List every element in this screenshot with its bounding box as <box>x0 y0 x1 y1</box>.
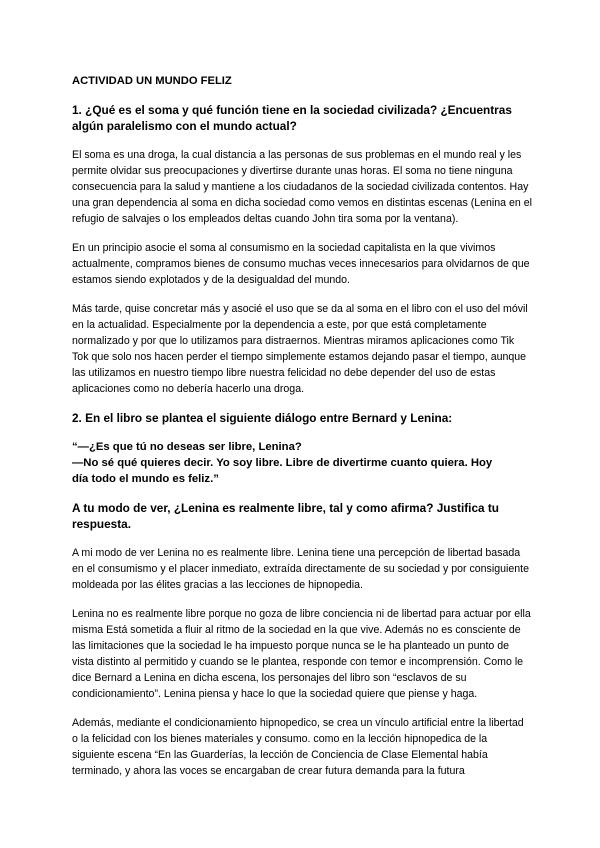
question-1-paragraph-3: Más tarde, quise concretar más y asocié el uso que se da al soma en el libro con el uso del móvil en la actualidad. Especialmente por la dependencia a este, por que está completamente normalizado y por que lo utilizamos para distraernos. Mientras miramos aplicaciones como Tik Tok que solo nos hacen perder el tiempo simplemente estamos dejando pasar el tiempo, aunque las utilizamos en nuestro tiempo libre nuestra felicidad no debe depender del uso de estas aplicaciones como no debería hacerlo una droga. <box>72 303 528 395</box>
question-2-paragraph-2: Lenina no es realmente libre porque no goza de libre conciencia ni de libertad para actuar por ella misma Está sometida a fluir al ritmo de la sociedad en la que vive. Además no es consciente de las limitaciones que la sociedad le ha impuesto porque nunca se le ha planteado un punto de vista distinto al permitido y cuando se le plantea, responde con temor e incomprensión. Como le dice Bernard a Lenina en dicha escena, los personajes del libro son “esclavos de su condicionamiento”. Lenina piensa y hace lo que la sociedad quiere que piense y haga. <box>72 608 531 700</box>
dialogue-quote <box>72 439 532 487</box>
question-2-heading: 2. En el libro se plantea el siguiente diálogo entre Bernard y Lenina: <box>72 411 453 425</box>
document-title: ACTIVIDAD UN MUNDO FELIZ <box>72 75 232 87</box>
question-2-paragraph-1: A mi modo de ver Lenina no es realmente libre. Lenina tiene una percepción de libertad basada en el consumismo y el placer inmediato, extraída directamente de su sociedad y por consiguiente moldeada por las élites gracias a las lecciones de hipnopedia. <box>72 547 529 591</box>
quote-line-1: “—¿Es que tú no deseas ser libre, Lenina? <box>72 441 302 453</box>
question-1-paragraph-2: En un principio asocie el soma al consumismo en la sociedad capitalista en la que vivimos actualmente, compramos bienes de consumo muchas veces innecesarios para olvidarnos de que estamos siendo explotados y de la desigualdad del mundo. <box>72 242 530 286</box>
question-1-paragraph-1: El soma es una droga, la cual distancia a las personas de sus problemas en el mundo real y les permite olvidar sus preocupaciones y divertirse durante unas horas. El soma no tiene ninguna consecuencia para la salud y mantiene a los ciudadanos de la sociedad civilizada contentos. Hay una gran dependencia al soma en dicha sociedad como vemos en distintas escenas (Lenina en el refugio de salvajes o los empleados deltas cuando John tira soma por la ventana). <box>72 149 532 225</box>
question-2-paragraph-3: Además, mediante el condicionamiento hipnopedico, se crea un vínculo artificial entre la libertad o la felicidad con los bienes materiales y consumo. como en la lección hipnopedica de la siguiente escena “En las Guarderías, la lección de Conciencia de Clase Elemental había terminado, y ahora las voces se encargaban de crear futura demanda para la futura <box>72 717 524 777</box>
quote-line-2: —No sé qué quieres decir. Yo soy libre. Libre de divertirme cuanto quiera. Hoy <box>72 457 493 469</box>
question-2-prompt: A tu modo de ver, ¿Lenina es realmente libre, tal y como afirma? Justifica tu respuesta. <box>72 501 499 531</box>
quote-line-3: día todo el mundo es feliz.” <box>72 473 219 485</box>
question-1-heading: 1. ¿Qué es el soma y qué función tiene en la sociedad civilizada? ¿Encuentras algún paralelismo con el mundo actual? <box>72 103 512 133</box>
document-page <box>72 74 532 792</box>
